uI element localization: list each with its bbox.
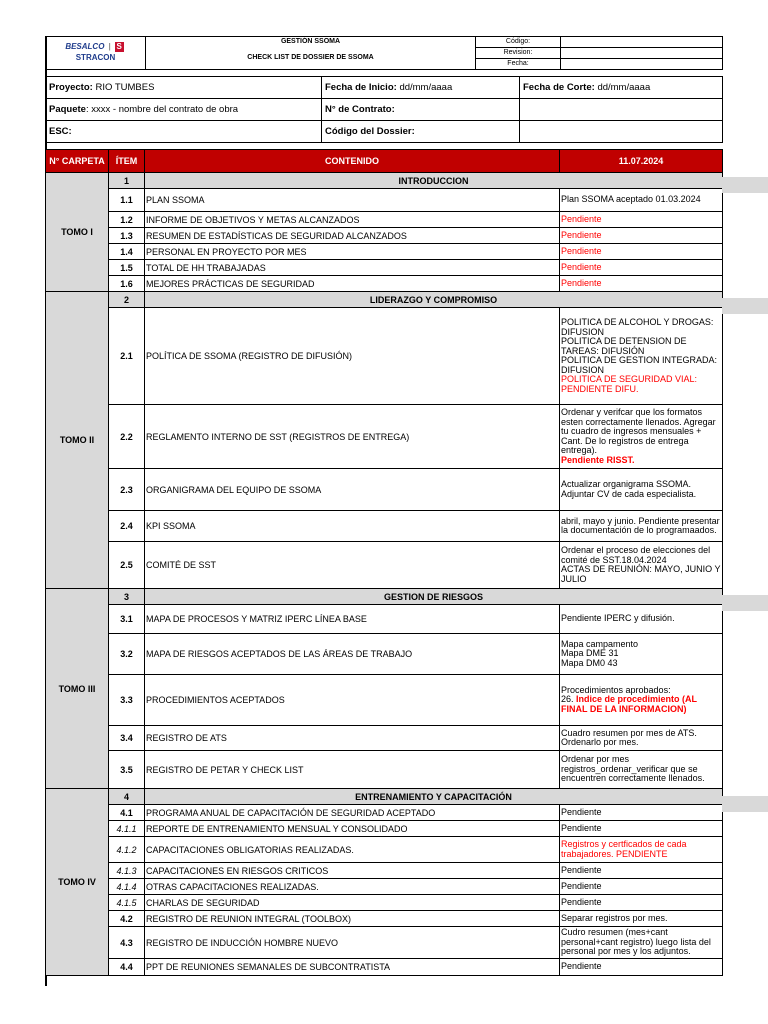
- section-number: 4: [109, 789, 145, 805]
- section-title: ENTRENAMIENTO Y CAPACITACIÓN: [145, 789, 723, 805]
- section-row: [46, 292, 723, 308]
- fecha-corte-field: Fecha de Corte: dd/mm/aaaa: [520, 77, 723, 99]
- section-band-1: [722, 177, 768, 193]
- proyecto-value: RIO TUMBES: [95, 81, 155, 93]
- dossier-field: Código del Dossier:: [322, 121, 520, 143]
- fecha-value: [561, 59, 723, 70]
- table-row: 4.1.5 CHARLAS DE SEGURIDAD Pendiente: [46, 895, 723, 911]
- table-row: 4.1 PROGRAMA ANUAL DE CAPACITACIÓN DE SEGURIDAD ACEPTADO Pendiente: [46, 805, 723, 821]
- header-title: GESTIÓN SSOMA: [146, 37, 476, 48]
- section-band-4: [722, 796, 768, 812]
- fecha-label: Fecha:: [476, 59, 561, 70]
- table-row: 2.5 COMITÉ DE SST Ordenar el proceso de elecciones del comité de SST.18.04.2024 ACTAS DE REUNIÓN: MAYO, JUNIO Y JULIO: [46, 542, 723, 589]
- table-row: 4.4 PPT DE REUNIONES SEMANALES DE SUBCONTRATISTA Pendiente: [46, 959, 723, 976]
- column-header-row: [46, 150, 723, 173]
- table-row: 1.5 TOTAL DE HH TRABAJADAS Pendiente: [46, 260, 723, 276]
- section-number: 3: [109, 589, 145, 605]
- table-row: 4.2 REGISTRO DE REUNION INTEGRAL (TOOLBOX) Separar registros por mes.: [46, 911, 723, 927]
- stracon-icon: S: [116, 42, 122, 51]
- section-number: 2: [109, 292, 145, 308]
- fecha-corte-value: dd/mm/aaaa: [597, 81, 651, 93]
- table-row: 2.3 ORGANIGRAMA DEL EQUIPO DE SSOMA Actualizar organigrama SSOMA. Adjuntar CV de cada especialista.: [46, 469, 723, 511]
- table-row: 1.2 INFORME DE OBJETIVOS Y METAS ALCANZADOS Pendiente: [46, 212, 723, 228]
- stracon-logo: STRACON: [75, 53, 116, 62]
- table-row: 3.1 MAPA DE PROCESOS Y MATRIZ IPERC LÍNEA BASE Pendiente IPERC y difusión.: [46, 605, 723, 634]
- paquete-value: : xxxx - nombre del contrato de obra: [85, 103, 239, 115]
- codigo-value: [561, 37, 723, 48]
- besalco-logo: BESALCO: [65, 42, 105, 51]
- section-row: [46, 789, 723, 805]
- table-row: 1.4 PERSONAL EN PROYECTO POR MES Pendiente: [46, 244, 723, 260]
- table-row: 3.3 PROCEDIMIENTOS ACEPTADOS Procedimientos aprobados: 26. Indice de procedimiento (AL FINAL DE LA INFORMACION): [46, 675, 723, 726]
- paquete-field: Paquete: xxxx - nombre del contrato de obra: [46, 99, 322, 121]
- section-band-3: [722, 595, 768, 611]
- tomo-label: TOMO I: [46, 173, 109, 292]
- proyecto-field: Proyecto: RIO TUMBES: [46, 77, 322, 99]
- revision-value: [561, 48, 723, 59]
- project-info: [45, 76, 723, 143]
- tomo-label: TOMO III: [46, 589, 109, 789]
- esc-field: ESC:: [46, 121, 322, 143]
- table-row: 1.1 PLAN SSOMA Plan SSOMA aceptado 01.03.2024: [46, 189, 723, 212]
- section-title: LIDERAZGO Y COMPROMISO: [145, 292, 723, 308]
- contrato-field: N° de Contrato:: [322, 99, 520, 121]
- table-row: 3.2 MAPA DE RIESGOS ACEPTADOS DE LAS ÁREAS DE TRABAJO Mapa campamento Mapa DME 31 Mapa DM0 43: [46, 634, 723, 675]
- checklist-sheet: [45, 36, 768, 976]
- table-row: 4.1.4 OTRAS CAPACITACIONES REALIZADAS. Pendiente: [46, 879, 723, 895]
- tomo-label: TOMO IV: [46, 789, 109, 976]
- fecha-inicio-field: Fecha de Inicio: dd/mm/aaaa: [322, 77, 520, 99]
- table-row: 2.1 POLÍTICA DE SSOMA (REGISTRO DE DIFUSIÓN) POLITICA DE ALCOHOL Y DROGAS: DIFUSION POLITICA DE DETENSION DE TAREAS: DIFUSIÓN POLITICA DE GESTION INTEGRADA: DIFUSION POLITICA DE SEGURIDAD VIAL: PENDIENTE DIFU.: [46, 308, 723, 405]
- section-title: INTRODUCCION: [145, 173, 723, 189]
- section-title: GESTION DE RIESGOS: [145, 589, 723, 605]
- section-band-2: [722, 298, 768, 314]
- table-row: 3.4 REGISTRO DE ATS Cuadro resumen por mes de ATS. Ordenarlo por mes.: [46, 726, 723, 751]
- table-row: 4.1.2 CAPACITACIONES OBLIGATORIAS REALIZADAS. Registros y certficados de cada trabajadores. PENDIENTE: [46, 837, 723, 863]
- table-row: 1.6 MEJORES PRÁCTICAS DE SEGURIDAD Pendiente: [46, 276, 723, 292]
- table-row: 2.2 REGLAMENTO INTERNO DE SST (REGISTROS DE ENTREGA) Ordenar y verifcar que los formatos esten correctamente llenados. Agregar tu cuadro de ingresos mensuales + Cant. De lo registros de entrega entrega). Pendiente RISST.: [46, 405, 723, 469]
- col-carpeta: N° CARPETA: [46, 150, 109, 173]
- col-contenido: CONTENIDO: [145, 150, 560, 173]
- header-subtitle: CHECK LIST DE DOSSIER DE SSOMA: [146, 48, 476, 70]
- section-number: 1: [109, 173, 145, 189]
- section-row: [46, 589, 723, 605]
- checklist-table: [45, 149, 723, 976]
- table-row: 4.1.3 CAPACITACIONES EN RIESGOS CRITICOS Pendiente: [46, 863, 723, 879]
- contrato-value: [520, 99, 723, 121]
- col-item: ÍTEM: [109, 150, 145, 173]
- fecha-inicio-value: dd/mm/aaaa: [399, 81, 453, 93]
- table-row: 4.1.1 REPORTE DE ENTRENAMIENTO MENSUAL Y CONSOLIDADO Pendiente: [46, 821, 723, 837]
- table-row: 2.4 KPI SSOMA abril, mayo y junio. Pendiente presentar la documentación de lo programaados.: [46, 511, 723, 542]
- tomo-label: TOMO II: [46, 292, 109, 589]
- dossier-value: [520, 121, 723, 143]
- table-row: 1.3 RESUMEN DE ESTADÍSTICAS DE SEGURIDAD ALCANZADOS Pendiente: [46, 228, 723, 244]
- company-logos: BESALCO | SSTRACON: [46, 37, 146, 70]
- document-header: [45, 36, 723, 70]
- revision-label: Revision:: [476, 48, 561, 59]
- codigo-label: Código:: [476, 37, 561, 48]
- section-row: [46, 173, 723, 189]
- table-row: 4.3 REGISTRO DE INDUCCIÓN HOMBRE NUEVO Cudro resumen (mes+cant personal+cant registro) luego lista del personal por mes y los adjuntos.: [46, 927, 723, 959]
- table-row: 3.5 REGISTRO DE PETAR Y CHECK LIST Ordenar por mes registros_ordenar_verificar que se encuentren correctamente llenados.: [46, 751, 723, 789]
- col-fecha: 11.07.2024: [560, 150, 723, 173]
